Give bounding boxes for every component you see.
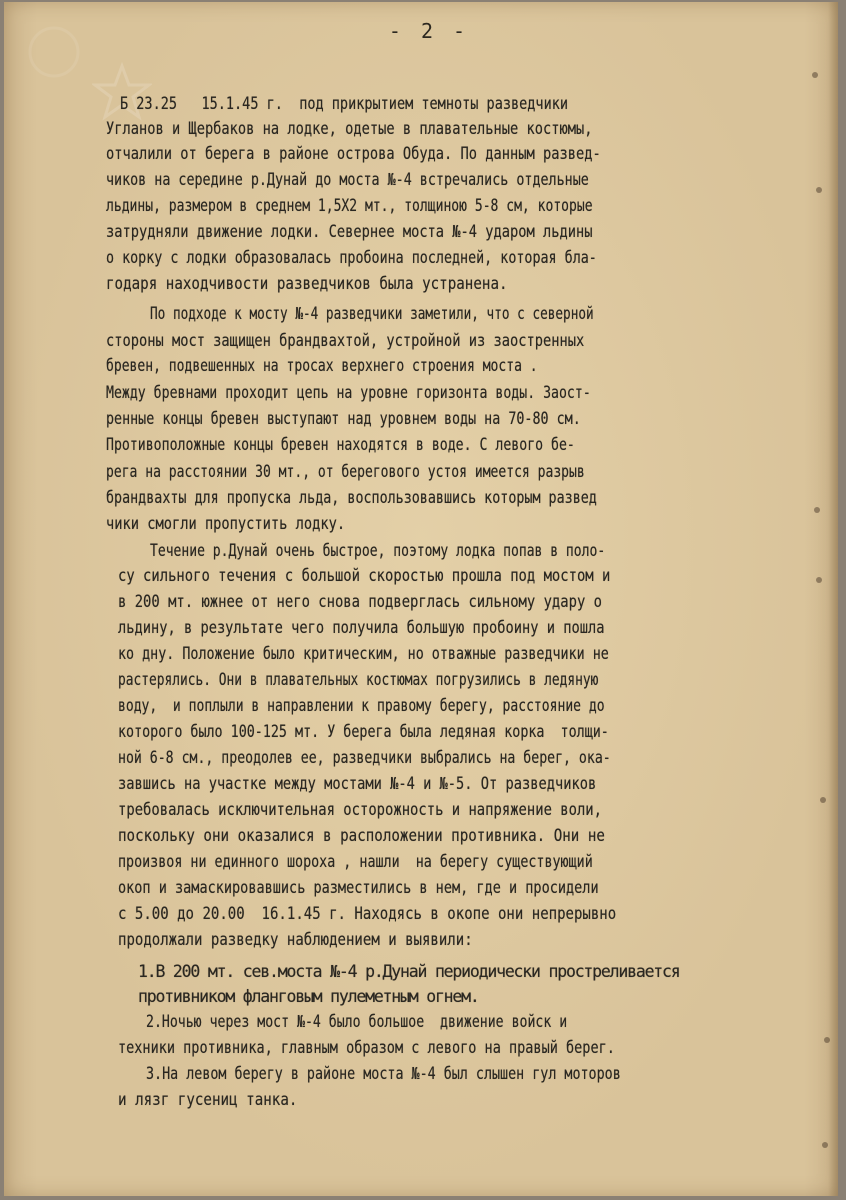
text-line: 1.В 200 мт. сев.моста №-4 р.Дунай периодически простреливается противником фланговым пулеметным огнем. [138, 962, 680, 1006]
text-line: и лязг гусениц танка. [118, 1090, 298, 1109]
text-line: чики смогли пропустить лодку. [106, 514, 346, 533]
text-line: отчалили от берега в районе острова Обуда. По данным развед- [106, 144, 601, 163]
text-line: Угланов и Щербаков на лодке, одетые в плавательные костюмы, [106, 119, 593, 138]
paper-mark [812, 72, 818, 78]
paper-mark [824, 1037, 830, 1043]
paper-mark [816, 187, 822, 193]
text-line: бревен, подвешенных на тросах верхнего строения моста . [106, 356, 538, 375]
text-line: техники противника, главным образом с левого на правый берег. [118, 1038, 615, 1057]
text-line: растерялись. Они в плавательных костюмах погрузились в ледяную [118, 670, 599, 689]
text-line: льдины, размером в среднем 1,5Х2 мт., толщиною 5-8 см, которые [106, 196, 593, 215]
text-line: произвоя ни единного шороха , нашли на берегу существующий [118, 852, 593, 871]
text-line: воду, и поплыли в направлении к правому берегу, расстояние до [118, 696, 605, 715]
text-line: окоп и замаскировавшись разместились в нем, где и просидели [118, 878, 599, 897]
document-page [4, 2, 838, 1196]
text-line: о корку с лодки образовалась пробоина последней, которая бла- [106, 248, 597, 267]
text-line: Б 23.25 15.1.45 г. под прикрытием темноты разведчики [120, 94, 569, 113]
star-watermark-icon [92, 62, 152, 122]
text-line: ной 6-8 см., преодолев ее, разведчики выбрались на берег, ока- [118, 748, 611, 767]
text-line: которого было 100-125 мт. У берега была ледяная корка толщи- [118, 722, 609, 741]
text-line: годаря находчивости разведчиков была устранена. [106, 274, 508, 293]
background-watermark [704, 0, 846, 959]
paper-mark [820, 797, 826, 803]
text-line: Между бревнами проходит цепь на уровне горизонта воды. Заост- [106, 383, 591, 402]
page-edge-shadow [828, 2, 838, 1196]
paper-mark [814, 507, 820, 513]
paper-mark [822, 1142, 828, 1148]
page-number: - 2 - [388, 19, 470, 43]
text-line: Противоположные концы бревен находятся в воде. С левого бе- [106, 435, 575, 454]
text-line: льдину, в результате чего получила большую пробоину и пошла [118, 618, 605, 637]
text-line: су сильного течения с большой скоростью прошла под мостом и [118, 566, 611, 585]
text-line: ко дну. Положение было критическим, но отважные разведчики не [118, 644, 609, 663]
text-line: чиков на середине р.Дунай до моста №-4 встречались отдельные [106, 170, 589, 189]
text-line: требовалась исключительная осторожность и напряжение воли, [118, 800, 602, 819]
text-line: стороны мост защищен брандвахтой, устройной из заостренных [106, 331, 585, 350]
text-line: 2.Ночью через мост №-4 было большое движение войск и [146, 1012, 568, 1031]
text-line: затрудняли движение лодки. Севернее моста №-4 ударом льдины [106, 222, 593, 241]
text-line: По подходе к мосту №-4 разведчики заметили, что с северной [150, 304, 594, 323]
text-line: брандвахты для пропуска льда, воспользовавшись которым развед [106, 488, 597, 507]
text-line: в 200 мт. южнее от него снова подверглась сильному удару о [118, 592, 602, 611]
text-line: Течение р.Дунай очень быстрое, поэтому лодка попав в поло- [150, 541, 606, 560]
paper-mark [816, 577, 822, 583]
text-line: 3.На левом берегу в районе моста №-4 был слышен гул моторов [146, 1064, 621, 1083]
text-line: завшись на участке между мостами №-4 и №-5. От разведчиков [118, 774, 597, 793]
text-line: продолжали разведку наблюдением и выявили: [118, 930, 473, 949]
star-watermark-icon [24, 22, 84, 82]
text-line: с 5.00 до 20.00 16.1.45 г. Находясь в окопе они непрерывно [118, 904, 617, 923]
text-line: ренные концы бревен выступают над уровнем воды на 70-80 см. [106, 409, 581, 428]
text-line: рега на расстоянии 30 мт., от берегового устоя имеется разрыв [106, 462, 585, 481]
text-line: поскольку они оказалися в расположении противника. Они не [118, 826, 605, 845]
